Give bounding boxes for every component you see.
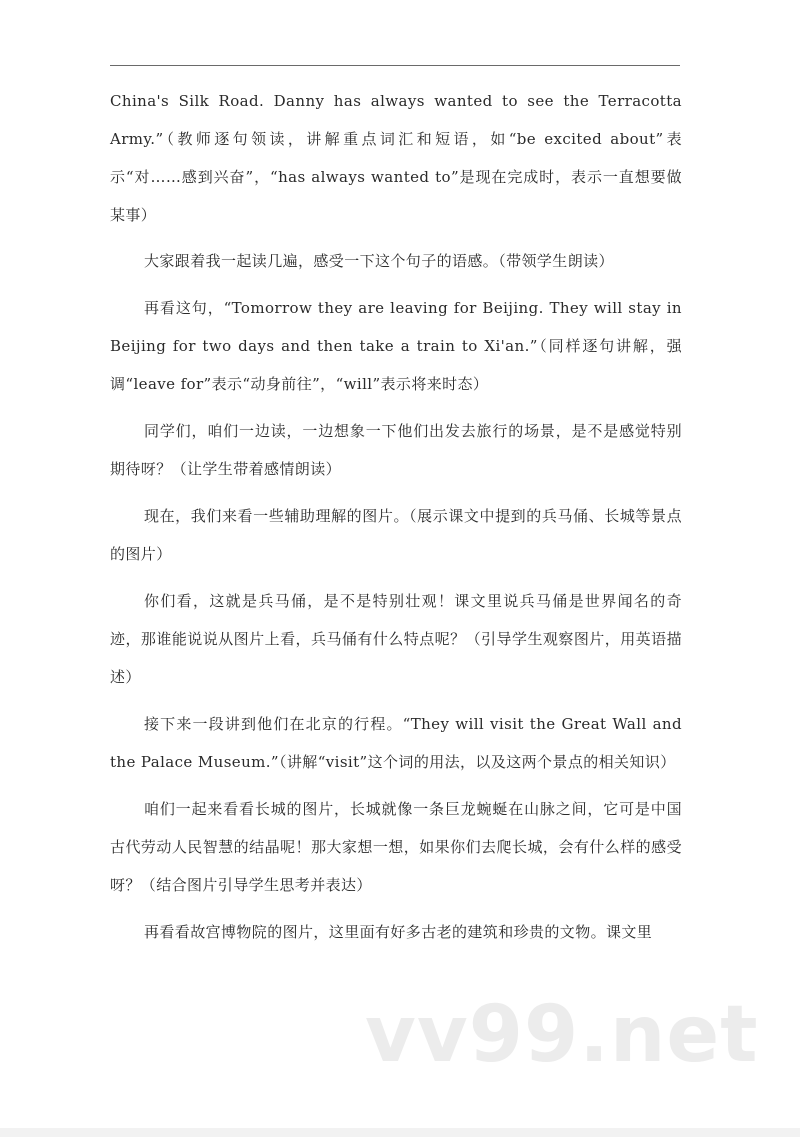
watermark: vv99.net <box>365 990 759 1080</box>
paragraph-4: 同学们，咱们一边读，一边想象一下他们出发去旅行的场景，是不是感觉特别期待呀？（让学生带着感情朗读） <box>110 422 682 478</box>
paragraph-6: 你们看，这就是兵马俑，是不是特别壮观！课文里说兵马俑是世界闻名的奇迹，那谁能说说从图片上看，兵马俑有什么特点呢？（引导学生观察图片，用英语描述） <box>110 592 682 686</box>
page-bottom-edge <box>0 1128 800 1137</box>
paragraph-2: 大家跟着我一起读几遍，感受一下这个句子的语感。（带领学生朗读） <box>144 252 614 270</box>
paragraph-8: 咱们一起来看看长城的图片，长城就像一条巨龙蜿蜒在山脉之间，它可是中国古代劳动人民智慧的结晶呢！那大家想一想，如果你们去爬长城，会有什么样的感受呀？（结合图片引导学生思考并表达） <box>110 800 682 894</box>
paragraph-9: 再看看故宫博物院的图片，这里面有好多古老的建筑和珍贵的文物。课文里 <box>144 923 653 941</box>
paragraph-5: 现在，我们来看一些辅助理解的图片。（展示课文中提到的兵马俑、长城等景点的图片） <box>110 507 682 563</box>
paragraph-7: 接下来一段讲到他们在北京的行程。“They will visit the Great Wall and the Palace Museum.”（讲解“visit”这个词的用法，以及这两个景点的相关知识） <box>110 715 682 771</box>
paragraph-3: 再看这句，“Tomorrow they are leaving for Beijing. They will stay in Beijing for two days and then take a train to Xi'an.”（同样逐句讲解，强调“leave for”表示“动身前往”，“will”表示将来时态） <box>110 299 682 393</box>
header-rule <box>110 65 680 66</box>
document-body <box>110 82 682 960</box>
paragraph-1: China's Silk Road. Danny has always wanted to see the Terracotta Army.”（教师逐句领读，讲解重点词汇和短语，如“be excited about”表示“对……感到兴奋”，“has always wanted to”是现在完成时，表示一直想要做某事） <box>110 92 682 224</box>
